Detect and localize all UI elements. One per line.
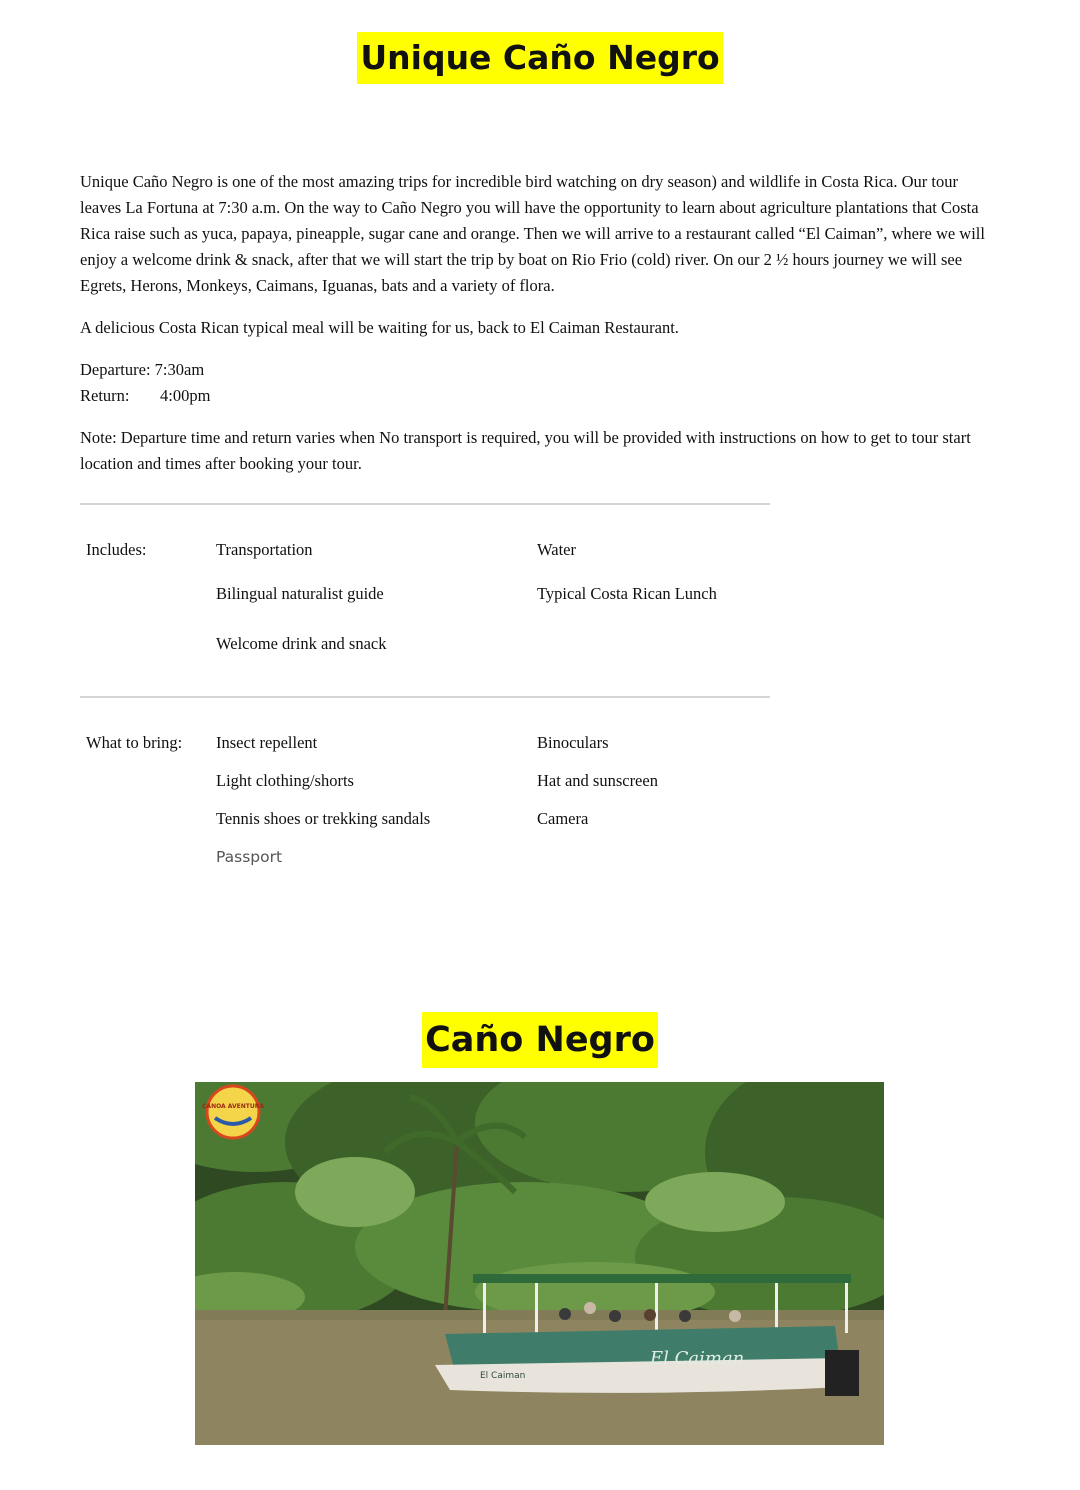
- photo-section-title: Caño Negro: [422, 1012, 658, 1068]
- schedule: [80, 357, 990, 409]
- divider: [80, 696, 770, 698]
- includes-label: Includes:: [86, 540, 147, 559]
- return-label: Return:: [80, 386, 130, 405]
- boat-name: El Caiman: [650, 1348, 745, 1369]
- departure-time: 7:30am: [154, 360, 205, 379]
- note-paragraph: Note: Departure time and return varies when No transport is required, you will be provided with instructions on how to get to tour start location and times after booking your tour.: [80, 428, 971, 473]
- departure-row: [80, 357, 990, 383]
- includes-item: Bilingual naturalist guide: [216, 584, 384, 603]
- bring-label: What to bring:: [86, 733, 183, 752]
- boat-hull-text: El Caiman: [480, 1371, 526, 1381]
- bring-item: Insect repellent: [216, 733, 318, 752]
- meal-paragraph: A delicious Costa Rican typical meal will be waiting for us, back to El Caiman Restaurant.: [80, 318, 679, 337]
- includes-item: Water: [537, 540, 576, 559]
- includes-item: Typical Costa Rican Lunch: [537, 584, 717, 603]
- return-row: [80, 383, 990, 409]
- bring-item: Hat and sunscreen: [537, 771, 658, 790]
- boat-tour-photo: [195, 1082, 884, 1445]
- bring-item: Camera: [537, 809, 589, 828]
- intro-paragraph: Unique Caño Negro is one of the most amazing trips for incredible bird watching on dry season) and wildlife in Costa Rica. Our tour leaves La Fortuna at 7:30 a.m. On the way to Caño Negro you will have the opportunity to learn about agriculture plantations that Costa Rica raise such as yuca, papaya, pineapple, sugar cane and orange. Then we will arrive to a restaurant called “El Caiman”, where we will enjoy a welcome drink & snack, after that we will start the trip by boat on Rio Frio (cold) river. On our 2 ½ hours journey we will see Egrets, Herons, Monkeys, Caimans, Iguanas, bats and a variety of flora.: [80, 172, 985, 295]
- bring-item: Light clothing/shorts: [216, 771, 354, 790]
- divider: [80, 503, 770, 505]
- return-time: 4:00pm: [160, 386, 211, 405]
- includes-item: Transportation: [216, 540, 313, 559]
- page-title: Unique Caño Negro: [357, 32, 722, 84]
- bring-item: Passport: [216, 848, 283, 866]
- includes-item: Welcome drink and snack: [216, 634, 387, 653]
- jungle-foliage: [195, 1082, 884, 1322]
- logo-text: CANOA AVENTURA: [202, 1103, 264, 1110]
- bring-item: Tennis shoes or trekking sandals: [216, 809, 431, 828]
- outboard-motor: [825, 1350, 859, 1396]
- departure-label: Departure:: [80, 360, 151, 379]
- boat-roof: [473, 1274, 851, 1283]
- bring-item: Binoculars: [537, 733, 609, 752]
